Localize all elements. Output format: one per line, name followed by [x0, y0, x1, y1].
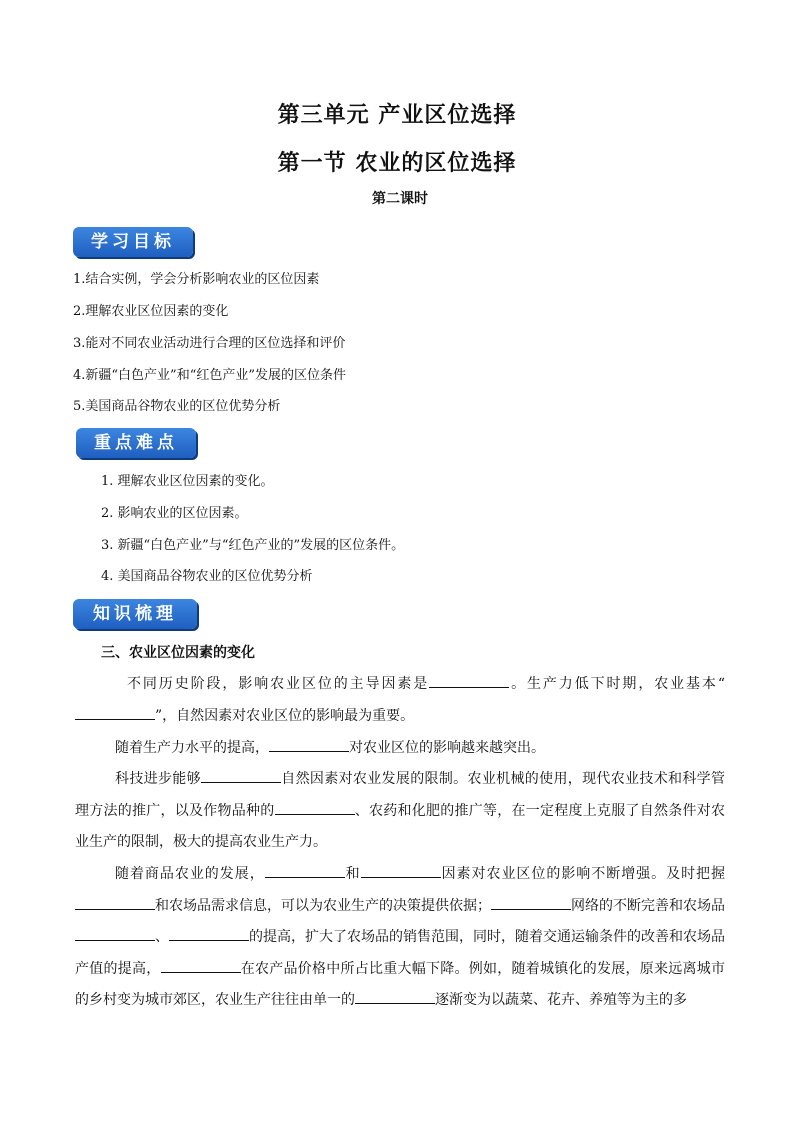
fill-blank[interactable] — [75, 926, 155, 941]
fill-blank[interactable] — [75, 705, 155, 720]
unit-title: 第三单元 产业区位选择 — [277, 102, 517, 128]
paragraph-2: 随着生产力水平的提高， 对农业区位的影响越来越突出。 — [75, 733, 725, 765]
fill-blank[interactable] — [491, 895, 571, 910]
fill-blank[interactable] — [265, 863, 345, 878]
fill-blank[interactable] — [361, 863, 441, 878]
fill-blank[interactable] — [169, 926, 249, 941]
objective-item: 4.新疆“白色产业”和“红色产业”发展的区位条件 — [73, 368, 346, 383]
knowledge-badge: 知识梳理 — [73, 599, 197, 629]
fill-blank[interactable] — [269, 737, 349, 752]
fill-blank[interactable] — [201, 768, 281, 783]
lesson-label: 第二课时 — [372, 191, 428, 207]
objective-item: 1.结合实例，学会分析影响农业的区位因素 — [73, 272, 320, 287]
key-points-badge: 重点难点 — [76, 428, 196, 458]
fill-blank[interactable] — [161, 958, 241, 973]
key-point-item: 3. 新疆“白色产业”与“红色产业的”发展的区位条件。 — [101, 538, 405, 553]
paragraph-4: 随着商品农业的发展， 和 因素对农业区位的影响不断增强。及时把握和农场品需求信息，可以为农业生产的决策提供依据； 网络的不断完善和农场品、 的提高，扩大了农场品的销售范围，同时，随着交通运输条件的改善和农场品产值的提高， 在农产品价格中所占比重大幅下降。例如，随着城镇化的发展，原来远离城市的乡村变为城市郊区，农业生产往往由单一的 逐渐变为以蔬菜、花卉、养殖等为主的多 — [75, 859, 725, 1017]
section-title: 第一节 农业的区位选择 — [277, 150, 517, 176]
fill-blank[interactable] — [429, 673, 509, 688]
paragraph-1: 不同历史阶段，影响农业区位的主导因素是 。生产力低下时期，农业基本“”，自然因素对农业区位的影响最为重要。 — [75, 669, 725, 732]
key-point-item: 4. 美国商品谷物农业的区位优势分析 — [101, 569, 313, 584]
fill-blank[interactable] — [355, 989, 435, 1004]
objectives-badge: 学习目标 — [73, 227, 193, 257]
key-point-item: 1. 理解农业区位因素的变化。 — [101, 474, 274, 489]
objective-item: 5.美国商品谷物农业的区位优势分析 — [73, 399, 281, 414]
fill-blank[interactable] — [75, 895, 155, 910]
fill-blank[interactable] — [275, 800, 355, 815]
section-heading: 三、农业区位因素的变化 — [101, 645, 255, 661]
objective-item: 3.能对不同农业活动进行合理的区位选择和评价 — [73, 336, 346, 351]
key-point-item: 2. 影响农业的区位因素。 — [101, 506, 248, 521]
paragraph-3: 科技进步能够 自然因素对农业发展的限制。农业机械的使用，现代农业技术和科学管理方法的推广，以及作物品种的 、农药和化肥的推广等，在一定程度上克服了自然条件对农业生产的限制，极大的提高农业生产力。 — [75, 764, 725, 859]
objective-item: 2.理解农业区位因素的变化 — [73, 304, 229, 319]
